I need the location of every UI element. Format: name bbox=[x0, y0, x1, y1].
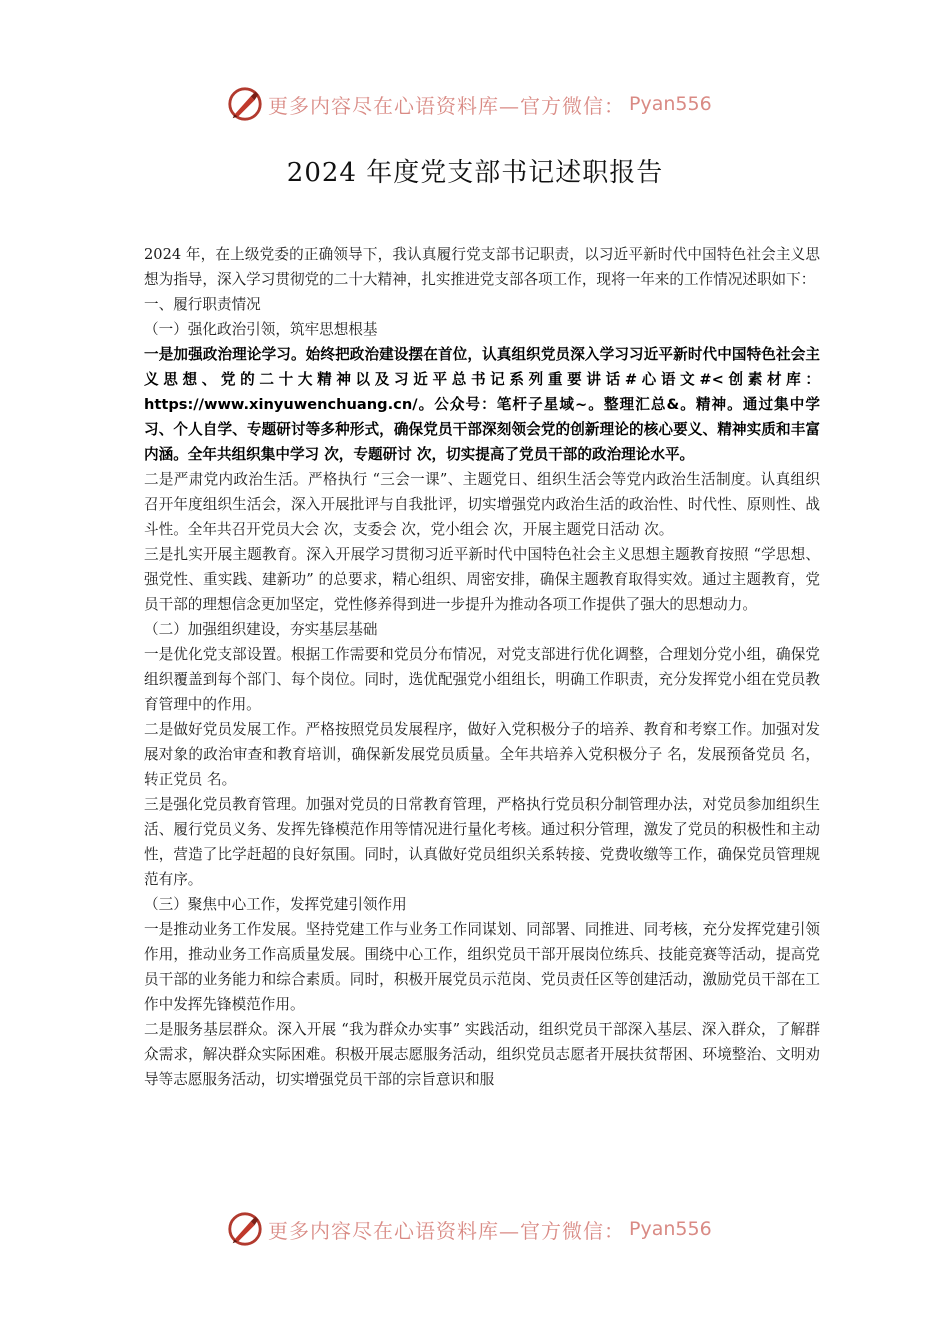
document-title: 2024 年度党支部书记述职报告 bbox=[286, 158, 664, 188]
paragraph: 二是严肃党内政治生活。严格执行 “三会一课”、主题党日、组织生活会等党内政治生活制度。认真组织召开年度组织生活会，深入开展批评与自我批评，切实增强党内政治生活的政治性、时代性、原则性、战斗性。全年共召开党员大会 次，支委会 次，党小组会 次，开展主题党日活动 次。 bbox=[144, 471, 820, 538]
section-heading: 一、履行职责情况 bbox=[144, 296, 261, 313]
paragraph: 一是推动业务工作发展。坚持党建工作与业务工作同谋划、同部署、同推进、同考核，充分发挥党建引领作用，推动业务工作高质量发展。围绕中心工作，组织党员干部开展岗位练兵、技能竞赛等活动，提高党员干部的业务能力和综合素质。同时，积极开展党员示范岗、党员责任区等创建活动，激励党员干部在工作中发挥先锋模范作用。 bbox=[144, 921, 820, 1013]
paragraph: 二是服务基层群众。深入开展 “我为群众办实事” 实践活动，组织党员干部深入基层、深入群众，了解群众需求，解决群众实际困难。积极开展志愿服务活动，组织党员志愿者开展扶贫帮困、环境整治、文明劝导等志愿服务活动，切实增强党员干部的宗旨意识和服 bbox=[144, 1021, 820, 1088]
document-body bbox=[144, 242, 820, 1092]
banner-text: 更多内容尽在心语资料库—官方微信： bbox=[268, 93, 625, 118]
paragraph: 三是强化党员教育管理。加强对党员的日常教育管理，严格执行党员积分制管理办法，对党员参加组织生活、履行党员义务、发挥先锋模范作用等情况进行量化考核。通过积分管理，激发了党员的积极性和主动性，营造了比学赶超的良好氛围。同时，认真做好党员组织关系转接、党费收缴等工作，确保党员管理规范有序。 bbox=[144, 796, 820, 888]
footer-banner bbox=[226, 1207, 726, 1251]
header-banner bbox=[226, 82, 726, 126]
pen-logo-icon bbox=[226, 1210, 264, 1248]
paragraph: 三是扎实开展主题教育。深入开展学习贯彻习近平新时代中国特色社会主义思想主题教育按照 “学思想、强党性、重实践、建新功” 的总要求，精心组织、周密安排，确保主题教育取得实效。通过主题教育，党员干部的理想信念更加坚定，党性修养得到进一步提升为推动各项工作提供了强大的思想动力。 bbox=[144, 546, 820, 613]
intro-paragraph: 2024 年，在上级党委的正确领导下，我认真履行党支部书记职责，以习近平新时代中国特色社会主义思想为指导，深入学习贯彻党的二十大精神，扎实推进党支部各项工作，现将一年来的工作情况述职如下： bbox=[144, 246, 820, 288]
bold-paragraph: 一是加强政治理论学习。始终把政治建设摆在首位，认真组织党员深入学习习近平新时代中国特色社会主义思想、党的二十大精神以及习近平总书记系列重要讲话#心语文#<创素材库：https://www.xinyuwenchuang.cn/。公众号：笔杆子星域~。整理汇总&。精神。通过集中学习、个人自学、专题研讨等多种形式，确保党员干部深刻领会党的创新理论的核心要义、精神实质和丰富内涵。全年共组织集中学习 次，专题研讨 次，切实提高了党员干部的政治理论水平。 bbox=[144, 346, 820, 463]
subsection-heading: （一）强化政治引领，筑牢思想根基 bbox=[144, 321, 378, 338]
banner-wechat-id: Pyan556 bbox=[629, 1218, 712, 1240]
subsection-heading: （二）加强组织建设，夯实基层基础 bbox=[144, 621, 378, 638]
paragraph: 二是做好党员发展工作。严格按照党员发展程序，做好入党积极分子的培养、教育和考察工作。加强对发展对象的政治审查和教育培训，确保新发展党员质量。全年共培养入党积极分子 名，发展预备党员 名，转正党员 名。 bbox=[144, 721, 820, 788]
pen-logo-icon bbox=[226, 85, 264, 123]
paragraph: 一是优化党支部设置。根据工作需要和党员分布情况，对党支部进行优化调整，合理划分党小组，确保党组织覆盖到每个部门、每个岗位。同时，选优配强党小组组长，明确工作职责，充分发挥党小组在党员教育管理中的作用。 bbox=[144, 646, 820, 713]
banner-text: 更多内容尽在心语资料库—官方微信： bbox=[268, 1218, 625, 1243]
banner-wechat-id: Pyan556 bbox=[629, 93, 712, 115]
subsection-heading: （三）聚焦中心工作，发挥党建引领作用 bbox=[144, 896, 407, 913]
